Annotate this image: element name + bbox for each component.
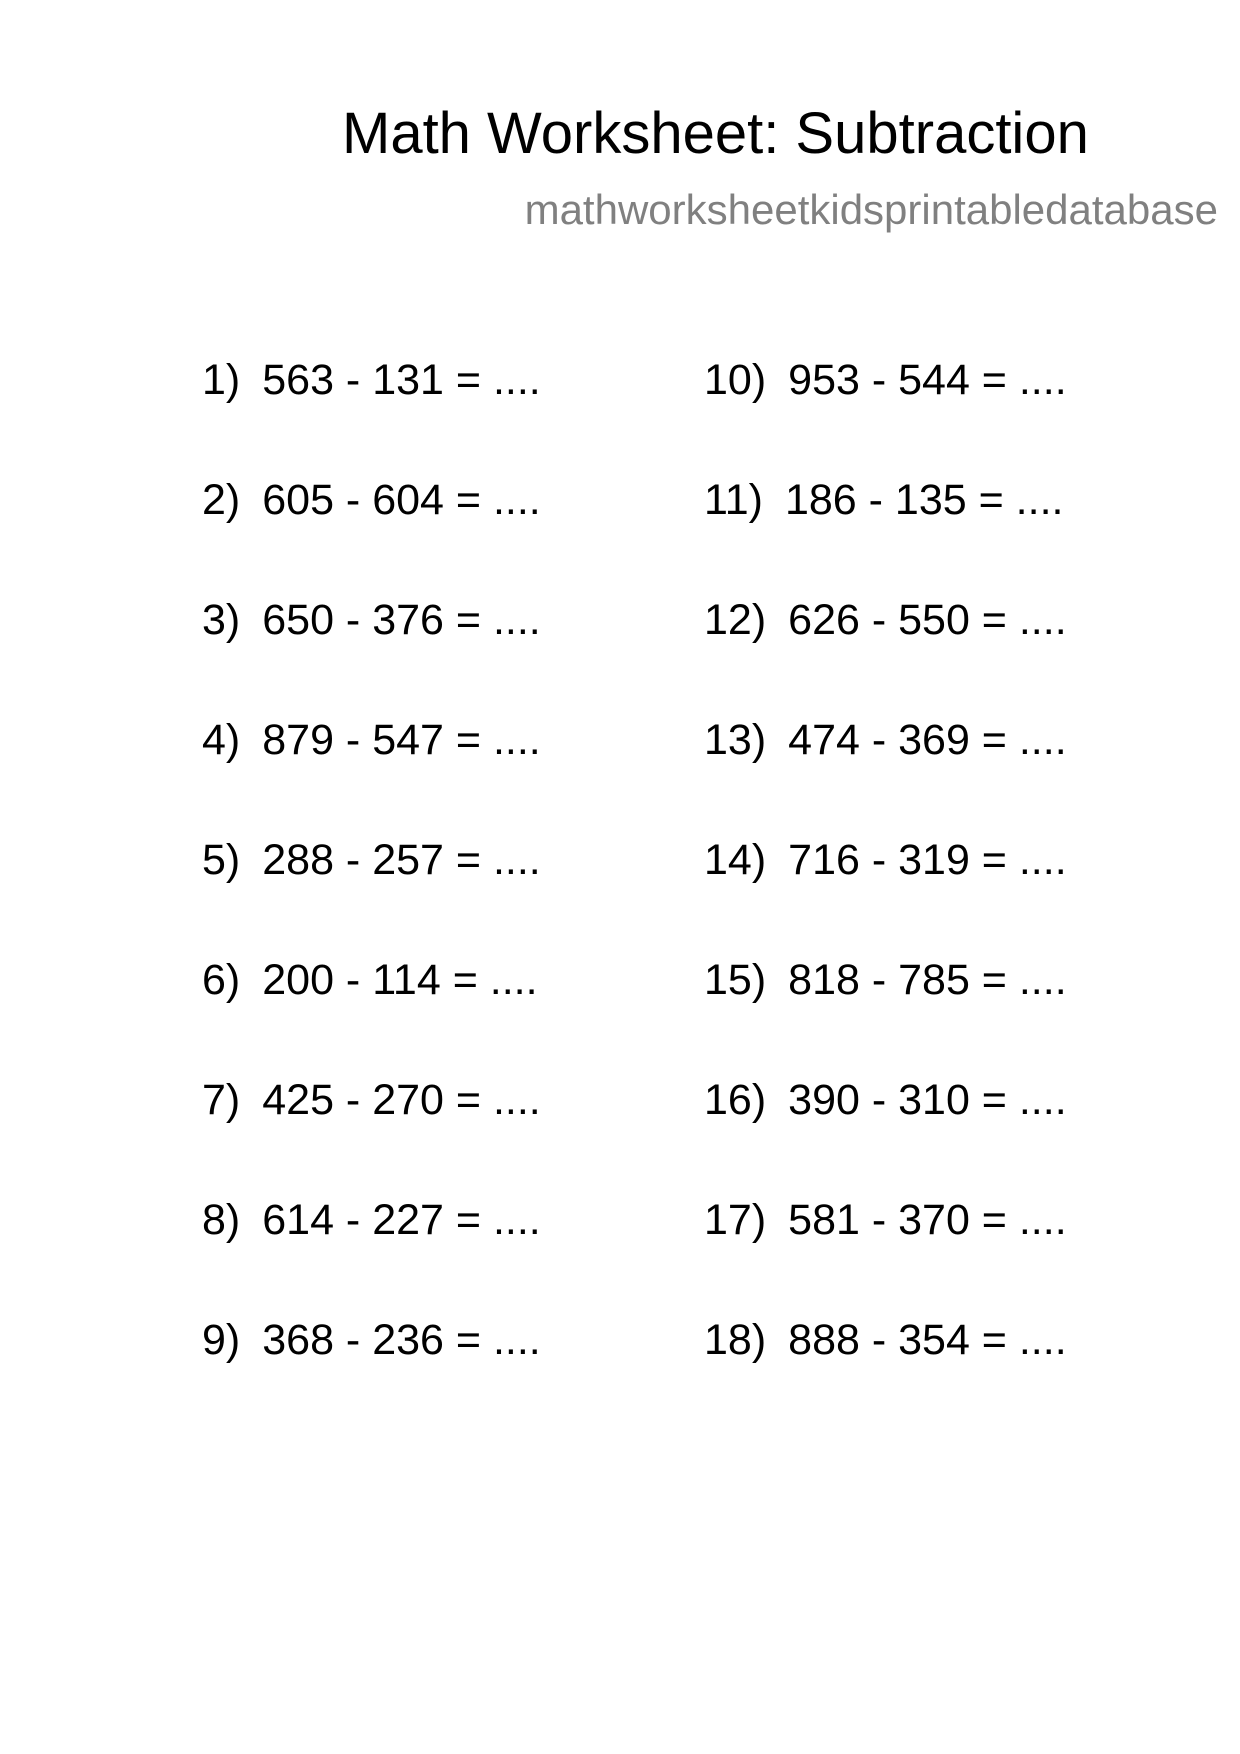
problem-expression: 390 - 310 = .... [788,1076,1067,1124]
problem-item [202,1070,541,1130]
problem-number: 16) [704,1076,767,1124]
problem-item [202,710,541,770]
problem-number: 18) [704,1316,767,1364]
problem-expression: 879 - 547 = .... [262,716,541,764]
problem-item [202,950,538,1010]
problem-item [704,590,1067,650]
problem-number: 10) [704,356,767,404]
problem-number: 8) [202,1196,241,1244]
problem-expression: 605 - 604 = .... [262,476,541,524]
problem-expression: 614 - 227 = .... [262,1196,541,1244]
problem-item [704,350,1067,410]
problem-number: 6) [202,956,241,1004]
page-subtitle: mathworksheetkidsprintabledatabase [524,186,1218,233]
problem-number: 14) [704,836,767,884]
problem-item [704,830,1067,890]
problem-number: 11) [704,476,763,524]
page-title: Math Worksheet: Subtraction [342,101,1089,166]
problem-number: 7) [202,1076,241,1124]
problem-expression: 186 - 135 = .... [784,476,1064,524]
problem-expression: 425 - 270 = .... [262,1076,541,1124]
problem-item [704,1310,1067,1370]
problem-item [202,470,541,530]
problem-number: 3) [202,596,241,644]
problem-item [202,590,541,650]
problem-number: 12) [704,596,767,644]
problem-expression: 953 - 544 = .... [788,356,1067,404]
problem-number: 15) [704,956,767,1004]
problem-number: 13) [704,716,767,764]
problem-expression: 563 - 131 = .... [262,356,541,404]
problem-expression: 474 - 369 = .... [788,716,1067,764]
problem-item [704,710,1067,770]
problem-item [704,950,1067,1010]
problem-item [704,1190,1067,1250]
problem-number: 4) [202,716,241,764]
problem-item [202,350,541,410]
problem-number: 2) [202,476,241,524]
problem-expression: 368 - 236 = .... [262,1316,541,1364]
problem-expression: 200 - 114 = .... [262,956,538,1004]
problem-expression: 288 - 257 = .... [262,836,541,884]
problem-number: 5) [202,836,241,884]
problem-expression: 716 - 319 = .... [788,836,1067,884]
problem-expression: 650 - 376 = .... [262,596,541,644]
problem-number: 9) [202,1316,241,1364]
problem-item [202,1190,541,1250]
problem-expression: 818 - 785 = .... [788,956,1067,1004]
problem-number: 17) [704,1196,767,1244]
problem-item [202,1310,541,1370]
problem-expression: 581 - 370 = .... [788,1196,1067,1244]
problem-item [202,830,541,890]
problem-number: 1) [202,356,241,404]
problem-expression: 626 - 550 = .... [788,596,1067,644]
problem-expression: 888 - 354 = .... [788,1316,1067,1364]
problem-item [704,470,1063,530]
problem-item [704,1070,1067,1130]
